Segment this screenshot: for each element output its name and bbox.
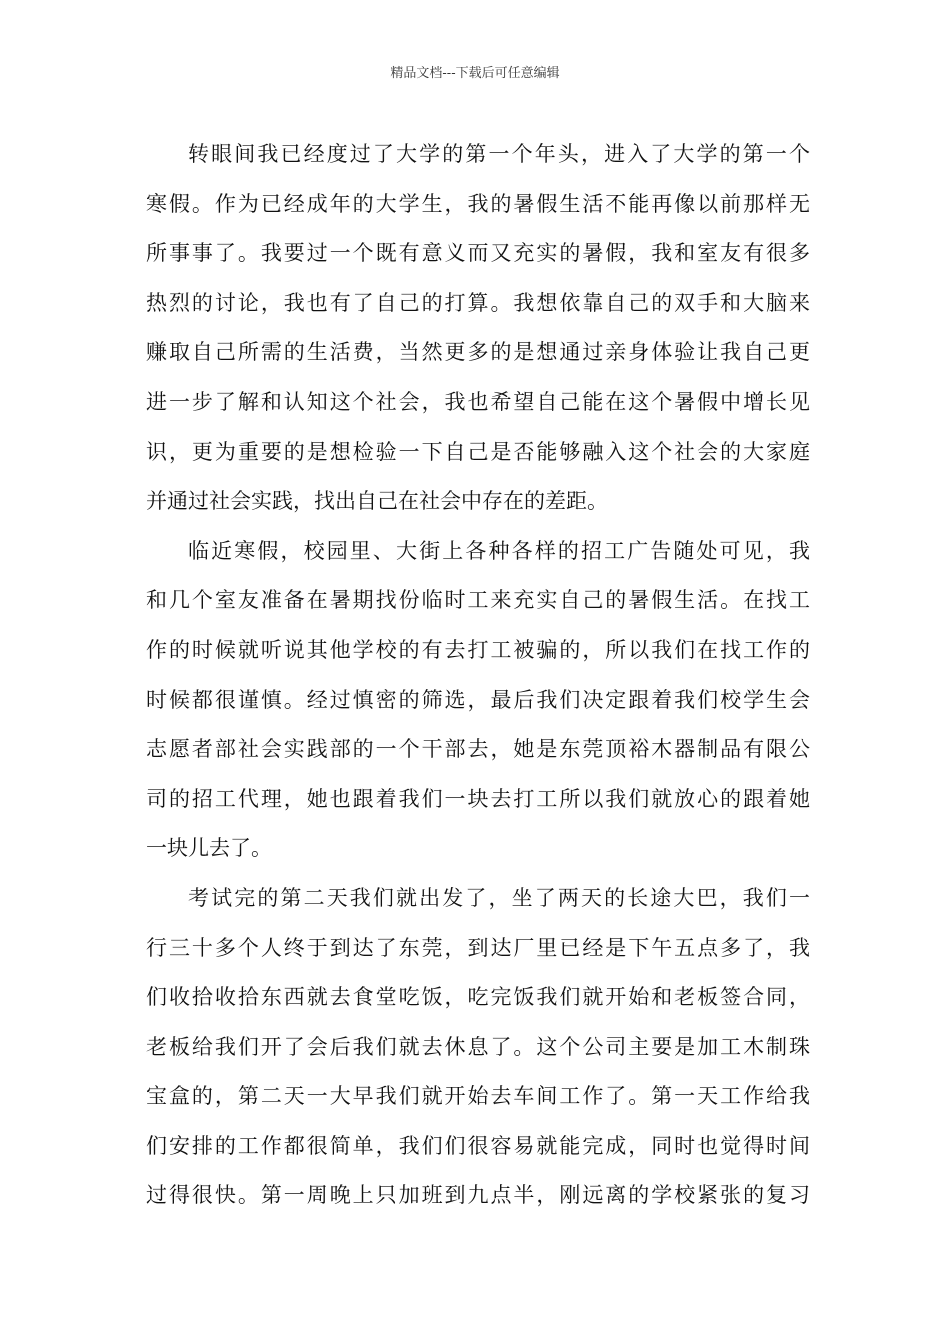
text-line: 作的时候就听说其他学校的有去打工被骗的，所以我们在找工作的 (146, 637, 810, 662)
text-line: 寒假。作为已经成年的大学生，我的暑假生活不能再像以前那样无 (146, 191, 810, 216)
text-line: 时候都很谨慎。经过慎密的筛选，最后我们决定跟着我们校学生会 (146, 687, 810, 712)
page-header: 精品文档---下载后可任意编辑 (390, 66, 560, 81)
text-line: 们安排的工作都很简单，我们们很容易就能完成，同时也觉得时间 (146, 1133, 810, 1158)
text-line: 识，更为重要的是想检验一下自己是否能够融入这个社会的大家庭 (146, 439, 810, 464)
text-line: 转眼间我已经度过了大学的第一个年头，进入了大学的第一个 (188, 142, 810, 166)
paragraph (146, 130, 810, 527)
text-line: 赚取自己所需的生活费，当然更多的是想通过亲身体验让我自己更 (146, 340, 810, 365)
text-line: 行三十多个人终于到达了东莞，到达厂里已经是下午五点多了，我 (146, 935, 810, 960)
paragraph (146, 874, 810, 1221)
text-line: 志愿者部社会实践部的一个干部去，她是东莞顶裕木器制品有限公 (146, 737, 810, 762)
text-line: 老板给我们开了会后我们就去休息了。这个公司主要是加工木制珠 (146, 1034, 810, 1059)
text-line: 进一步了解和认知这个社会，我也希望自己能在这个暑假中增长见 (146, 389, 810, 414)
text-line: 过得很快。第一周晚上只加班到九点半，刚远离的学校紧张的复习 (146, 1183, 810, 1208)
paragraph (146, 527, 810, 874)
document-body (146, 130, 810, 1221)
text-line: 宝盒的，第二天一大早我们就开始去车间工作了。第一天工作给我 (146, 1084, 810, 1109)
text-line: 临近寒假，校园里、大街上各种各样的招工广告随处可见，我 (188, 538, 810, 563)
text-line: 热烈的讨论，我也有了自己的打算。我想依靠自己的双手和大脑来 (146, 290, 810, 315)
text-line: 和几个室友准备在暑期找份临时工来充实自己的暑假生活。在找工 (146, 588, 810, 613)
text-line: 一块儿去了。 (146, 836, 272, 861)
text-line: 考试完的第二天我们就出发了，坐了两天的长途大巴，我们一 (188, 885, 810, 910)
text-line: 所事事了。我要过一个既有意义而又充实的暑假，我和室友有很多 (146, 241, 810, 266)
text-line: 司的招工代理，她也跟着我们一块去打工所以我们就放心的跟着她 (146, 786, 810, 811)
text-line: 并通过社会实践，找出自己在社会中存在的差距。 (146, 489, 608, 514)
text-line: 们收拾收拾东西就去食堂吃饭，吃完饭我们就开始和老板签合同， (146, 985, 810, 1010)
